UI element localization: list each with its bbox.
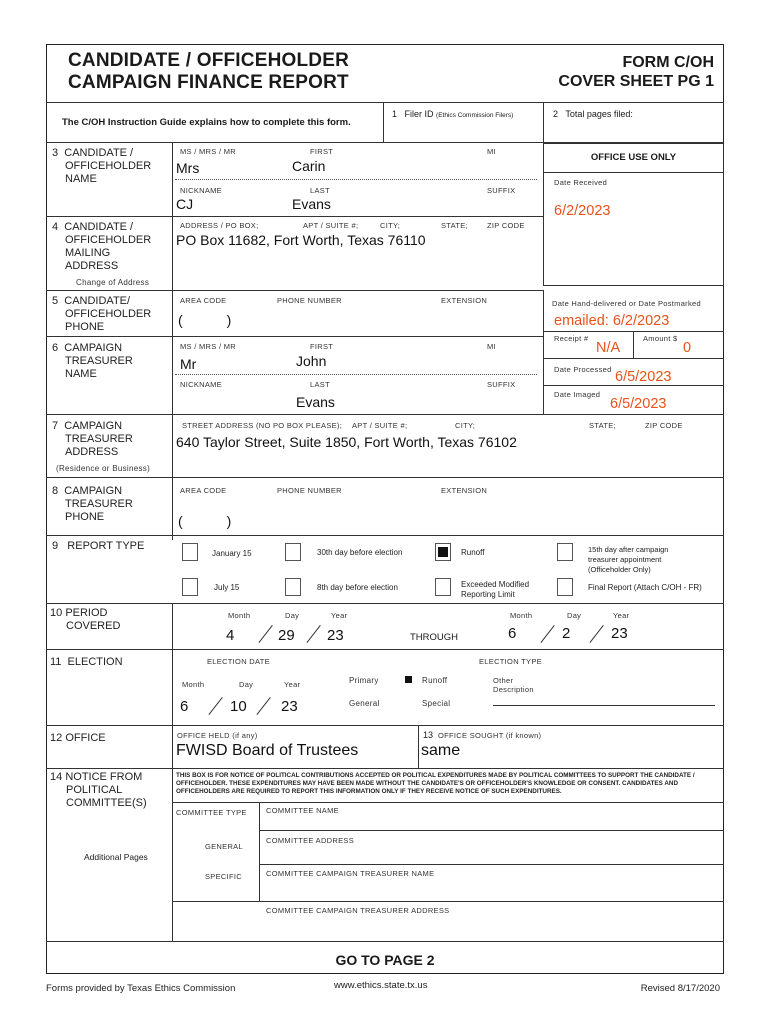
receipt-value[interactable]: N/A xyxy=(596,340,621,356)
section-number: 10 xyxy=(50,607,63,619)
option-15th-line1: 15th day after campaign xyxy=(588,545,669,554)
option-8th-day: 8th day before election xyxy=(317,583,398,592)
header-divider xyxy=(46,102,724,103)
divider xyxy=(46,768,724,769)
section-10-title-l1: PERIOD xyxy=(65,607,108,619)
label-area-code: AREA CODE xyxy=(180,296,227,305)
section-3-title-l1: CANDIDATE / xyxy=(64,147,134,159)
treasurer-first-name[interactable]: John xyxy=(296,353,327,369)
candidate-phone-field[interactable] xyxy=(178,312,231,328)
label-day: Day xyxy=(567,611,582,620)
filer-id-num: 1 xyxy=(392,109,398,119)
divider xyxy=(172,802,724,803)
section-11-title-text: ELECTION xyxy=(67,656,123,668)
label-month: Month xyxy=(228,611,251,620)
checkbox-30th-day[interactable] xyxy=(285,543,301,561)
checkbox-exceeded-limit[interactable] xyxy=(435,578,451,596)
date-processed-value[interactable]: 6/5/2023 xyxy=(615,369,672,385)
section-number: 14 xyxy=(50,771,63,783)
label-election-type: ELECTION TYPE xyxy=(479,657,542,666)
date-received-value[interactable]: 6/2/2023 xyxy=(554,203,611,219)
checkbox-mark-icon xyxy=(405,676,412,683)
divider xyxy=(543,102,544,142)
section-4-title-l1: CANDIDATE / xyxy=(64,221,134,233)
label-city: CITY; xyxy=(380,221,401,230)
label-address: ADDRESS / PO BOX; xyxy=(180,221,259,230)
divider xyxy=(259,864,724,865)
section-9-title xyxy=(52,540,144,553)
election-month[interactable]: 6 xyxy=(180,698,189,715)
label-salutation: MS / MRS / MR xyxy=(180,147,236,156)
divider xyxy=(172,603,173,649)
option-15th-line3: (Officeholder Only) xyxy=(588,565,651,574)
section-number: 11 xyxy=(50,656,62,668)
treasurer-phone-field[interactable] xyxy=(178,513,231,529)
label-extension: EXTENSION xyxy=(441,296,488,305)
divider xyxy=(543,358,724,359)
option-other-l1: Other xyxy=(493,676,514,685)
section-6-title xyxy=(52,342,133,381)
ethics-url-link[interactable]: www.ethics.state.tx.us xyxy=(334,980,428,991)
section-14-title-l3: COMMITTEE(S) xyxy=(66,797,147,809)
through-label: THROUGH xyxy=(410,632,459,643)
instruction-text: The C/OH Instruction Guide explains how to complete this form. xyxy=(62,117,351,128)
label-day: Day xyxy=(285,611,300,620)
label-nickname: NICKNAME xyxy=(180,186,222,195)
section-7-title-l1: CAMPAIGN xyxy=(64,420,123,432)
dotted-divider xyxy=(175,374,537,375)
option-15th-day xyxy=(588,545,668,575)
divider xyxy=(46,535,724,536)
label-mi: MI xyxy=(487,147,496,156)
section-10-title-l2: COVERED xyxy=(66,620,121,632)
label-last: LAST xyxy=(310,380,330,389)
go-to-page-2: GO TO PAGE 2 xyxy=(335,952,435,968)
title-line-2: CAMPAIGN FINANCE REPORT xyxy=(68,72,349,93)
paren-close: ) xyxy=(226,513,232,529)
section-4-title-l3: MAILING xyxy=(65,247,111,259)
filer-id-field[interactable] xyxy=(392,109,513,119)
period-to-year[interactable]: 23 xyxy=(611,625,628,642)
section-3-title-l2: OFFICEHOLDER xyxy=(65,160,152,172)
office-held-value[interactable]: FWISD Board of Trustees xyxy=(176,742,359,759)
label-apt: APT / SUITE #; xyxy=(352,421,408,430)
label-year: Year xyxy=(613,611,630,620)
residence-note: (Residence or Business) xyxy=(56,464,151,473)
section-10-title xyxy=(50,607,120,633)
label-office-sought xyxy=(423,730,541,740)
candidate-first-name[interactable]: Carin xyxy=(292,158,326,174)
section-11-title xyxy=(50,656,123,669)
divider xyxy=(46,216,543,217)
divider xyxy=(46,290,543,291)
election-day[interactable]: 10 xyxy=(230,698,247,715)
office-use-title: OFFICE USE ONLY xyxy=(590,152,677,163)
divider xyxy=(46,941,724,942)
label-column-divider xyxy=(172,142,173,540)
option-runoff: Runoff xyxy=(461,548,485,557)
title-line-1: CANDIDATE / OFFICEHOLDER xyxy=(68,50,349,71)
total-pages-label: Total pages filed: xyxy=(565,109,633,119)
hand-delivered-label: Date Hand-delivered or Date Postmarked xyxy=(552,299,701,308)
section-4-title-l4: ADDRESS xyxy=(65,260,119,272)
section-5-title xyxy=(52,295,151,334)
treasurer-salutation[interactable]: Mr xyxy=(180,356,197,372)
section-number: 12 xyxy=(50,732,63,744)
section-8-title-l2: TREASURER xyxy=(65,498,133,510)
checkbox-mark-icon xyxy=(438,547,448,557)
date-imaged-label: Date Imaged xyxy=(554,390,601,399)
section-3-title xyxy=(52,147,151,186)
option-jan15: January 15 xyxy=(212,549,252,558)
checkbox-jan15[interactable] xyxy=(182,543,198,561)
period-from-month[interactable]: 4 xyxy=(226,627,235,644)
label-apt: APT / SUITE #; xyxy=(303,221,359,230)
label-phone: PHONE NUMBER xyxy=(277,486,342,495)
section-number: 3 xyxy=(52,147,59,159)
divider xyxy=(46,725,724,726)
divider xyxy=(172,649,173,725)
period-from-day[interactable]: 29 xyxy=(278,627,295,644)
divider xyxy=(543,290,544,414)
divider xyxy=(46,477,724,478)
section-7-title-l2: TREASURER xyxy=(65,433,133,445)
label-committee-address[interactable]: COMMITTEE ADDRESS xyxy=(266,836,355,845)
option-other[interactable] xyxy=(493,676,534,694)
divider xyxy=(172,901,724,902)
total-pages-num: 2 xyxy=(553,109,559,119)
checkbox-8th-day[interactable] xyxy=(285,578,301,596)
date-imaged-value[interactable]: 6/5/2023 xyxy=(610,396,667,412)
divider xyxy=(172,725,173,768)
option-final-report: Final Report (Attach C/OH - FR) xyxy=(588,583,702,592)
label-day: Day xyxy=(239,680,254,689)
section-7-title xyxy=(52,420,133,459)
section-number: 13 xyxy=(423,730,434,740)
label-year: Year xyxy=(284,680,301,689)
label-phone: PHONE NUMBER xyxy=(277,296,342,305)
label-nickname: NICKNAME xyxy=(180,380,222,389)
section-number: 8 xyxy=(52,485,59,497)
total-pages-field[interactable] xyxy=(553,109,633,119)
section-6-title-l1: CAMPAIGN xyxy=(64,342,123,354)
change-of-address-label: Change of Address xyxy=(76,278,150,287)
label-city: CITY; xyxy=(455,421,476,430)
date-processed-label: Date Processed xyxy=(554,365,612,374)
label-committee-name[interactable]: COMMITTEE NAME xyxy=(266,806,339,815)
section-number: 4 xyxy=(52,221,59,233)
additional-pages-label: Additional Pages xyxy=(84,852,148,862)
option-exceeded-limit xyxy=(461,580,529,600)
section-5-title-l3: PHONE xyxy=(65,321,105,333)
label-salutation: MS / MRS / MR xyxy=(180,342,236,351)
label-street: STREET ADDRESS (NO PO BOX PLEASE); xyxy=(182,421,343,430)
period-to-day[interactable]: 2 xyxy=(562,625,571,642)
section-number: 7 xyxy=(52,420,59,432)
divider xyxy=(259,830,724,831)
label-state: STATE; xyxy=(441,221,468,230)
label-zip: ZIP CODE xyxy=(487,221,525,230)
divider xyxy=(383,102,384,142)
hand-delivered-value[interactable]: emailed: 6/2/2023 xyxy=(554,313,670,329)
label-extension: EXTENSION xyxy=(441,486,488,495)
treasurer-last-name[interactable]: Evans xyxy=(296,394,335,410)
label-mi: MI xyxy=(487,342,496,351)
option-exceeded-line1: Exceeded Modified xyxy=(461,580,530,589)
label-first: FIRST xyxy=(310,147,334,156)
label-month: Month xyxy=(510,611,533,620)
checkbox-jul15[interactable] xyxy=(182,578,198,596)
dotted-divider xyxy=(175,179,537,180)
section-6-title-l2: TREASURER xyxy=(65,355,133,367)
provided-by: Forms provided by Texas Ethics Commission xyxy=(46,983,236,994)
candidate-last-name[interactable]: Evans xyxy=(292,196,331,212)
candidate-salutation[interactable]: Mrs xyxy=(176,160,200,176)
label-suffix: SUFFIX xyxy=(487,380,516,389)
divider xyxy=(46,414,724,415)
date-received-label: Date Received xyxy=(554,178,608,187)
divider xyxy=(46,603,724,604)
section-14-title xyxy=(50,771,147,810)
divider xyxy=(172,768,173,941)
section-14-title-l2: POLITICAL xyxy=(66,784,123,796)
section-7-title-l3: ADDRESS xyxy=(65,446,119,458)
checkbox-15th-day[interactable] xyxy=(557,543,573,561)
divider xyxy=(543,385,724,386)
amount-label: Amount $ xyxy=(643,334,678,343)
section-14-title-l1: NOTICE FROM xyxy=(65,771,143,783)
option-primary[interactable]: Primary xyxy=(349,676,379,685)
option-exceeded-line2: Reporting Limit xyxy=(461,590,515,599)
paren-open: ( xyxy=(178,312,183,328)
section-number: 6 xyxy=(52,342,59,354)
label-first: FIRST xyxy=(310,342,334,351)
label-committee-treasurer-name[interactable]: COMMITTEE CAMPAIGN TREASURER NAME xyxy=(266,869,435,878)
divider xyxy=(46,336,543,337)
option-other-l2: Description xyxy=(493,685,534,694)
section-8-title-l1: CAMPAIGN xyxy=(64,485,123,497)
paren-close: ) xyxy=(226,312,232,328)
section-4-title-l2: OFFICEHOLDER xyxy=(65,234,152,246)
label-election-date: ELECTION DATE xyxy=(207,657,270,666)
revised-date: Revised 8/17/2020 xyxy=(640,983,720,994)
option-committee-general[interactable]: GENERAL xyxy=(205,842,243,851)
label-month: Month xyxy=(182,680,205,689)
section-8-title-l3: PHONE xyxy=(65,511,105,523)
divider xyxy=(543,172,724,173)
label-suffix: SUFFIX xyxy=(487,186,516,195)
section-3-title-l3: NAME xyxy=(65,173,97,185)
election-year[interactable]: 23 xyxy=(281,698,298,715)
divider xyxy=(633,331,634,358)
label-committee-type: COMMITTEE TYPE xyxy=(176,808,247,817)
period-to-month[interactable]: 6 xyxy=(508,625,517,642)
other-description-line xyxy=(493,705,715,706)
label-office-sought-text: OFFICE SOUGHT (if known) xyxy=(438,731,542,740)
label-area-code: AREA CODE xyxy=(180,486,227,495)
option-general[interactable]: General xyxy=(349,699,380,708)
treasurer-address[interactable]: 640 Taylor Street, Suite 1850, Fort Worth, Texas 76102 xyxy=(176,434,517,450)
section-6-title-l3: NAME xyxy=(65,368,97,380)
label-state: STATE; xyxy=(589,421,616,430)
option-jul15: July 15 xyxy=(214,583,240,592)
label-office-held: OFFICE HELD (if any) xyxy=(177,731,258,740)
label-zip: ZIP CODE xyxy=(645,421,683,430)
paren-open: ( xyxy=(178,513,183,529)
section-4-title xyxy=(52,221,151,273)
label-committee-treasurer-address[interactable]: COMMITTEE CAMPAIGN TREASURER ADDRESS xyxy=(266,906,450,915)
office-sought-value[interactable]: same xyxy=(421,742,461,759)
option-committee-specific[interactable]: SPECIFIC xyxy=(205,872,242,881)
period-from-year[interactable]: 23 xyxy=(327,627,344,644)
divider xyxy=(259,802,260,901)
divider xyxy=(46,649,724,650)
section-number: 9 xyxy=(52,540,59,552)
option-15th-line2: treasurer appointment xyxy=(588,555,662,564)
checkbox-final-report[interactable] xyxy=(557,578,573,596)
section-12-title xyxy=(50,732,106,745)
option-runoff[interactable]: Runoff xyxy=(422,676,448,685)
form-id: FORM C/OH xyxy=(622,54,714,71)
section-number: 5 xyxy=(52,295,59,307)
candidate-mailing-address[interactable]: PO Box 11682, Fort Worth, Texas 76110 xyxy=(176,232,426,248)
section-8-title xyxy=(52,485,133,524)
section-5-title-l2: OFFICEHOLDER xyxy=(65,308,152,320)
cover-sheet-label: COVER SHEET PG 1 xyxy=(558,73,714,90)
label-last: LAST xyxy=(310,186,330,195)
section-9-title-text: REPORT TYPE xyxy=(67,540,145,552)
committee-notice-text: THIS BOX IS FOR NOTICE OF POLITICAL CONTRIBUTIONS ACCEPTED OR POLITICAL EXPENDITURES MADE BY POLITICAL COMMITTEES TO SUPPORT THE CANDIDATE / OFFICEHOLDER. THESE EXPENDITURES MAY HAVE BEEN MADE WITHOUT THE CANDIDATE'S OR OFFICEHOLDER'S KNOWLEDGE OR CONSENT. CANDIDATES AND OFFICEHOLDERS ARE REQUIRED TO REPORT THIS INFORMATION ONLY IF THEY RECEIVE NOTICE OF SUCH EXPENDITURES. xyxy=(176,772,695,795)
section-5-title-l1: CANDIDATE/ xyxy=(64,295,131,307)
divider xyxy=(418,725,419,768)
label-year: Year xyxy=(331,611,348,620)
option-30th-day: 30th day before election xyxy=(317,548,403,557)
amount-value[interactable]: 0 xyxy=(683,340,692,356)
option-special[interactable]: Special xyxy=(422,699,451,708)
filer-id-sub: (Ethics Commission Filers) xyxy=(436,112,514,119)
section-12-title-text: OFFICE xyxy=(65,732,106,744)
filer-id-label: Filer ID xyxy=(404,109,434,119)
receipt-label: Receipt # xyxy=(554,334,589,343)
candidate-nickname[interactable]: CJ xyxy=(176,196,194,212)
